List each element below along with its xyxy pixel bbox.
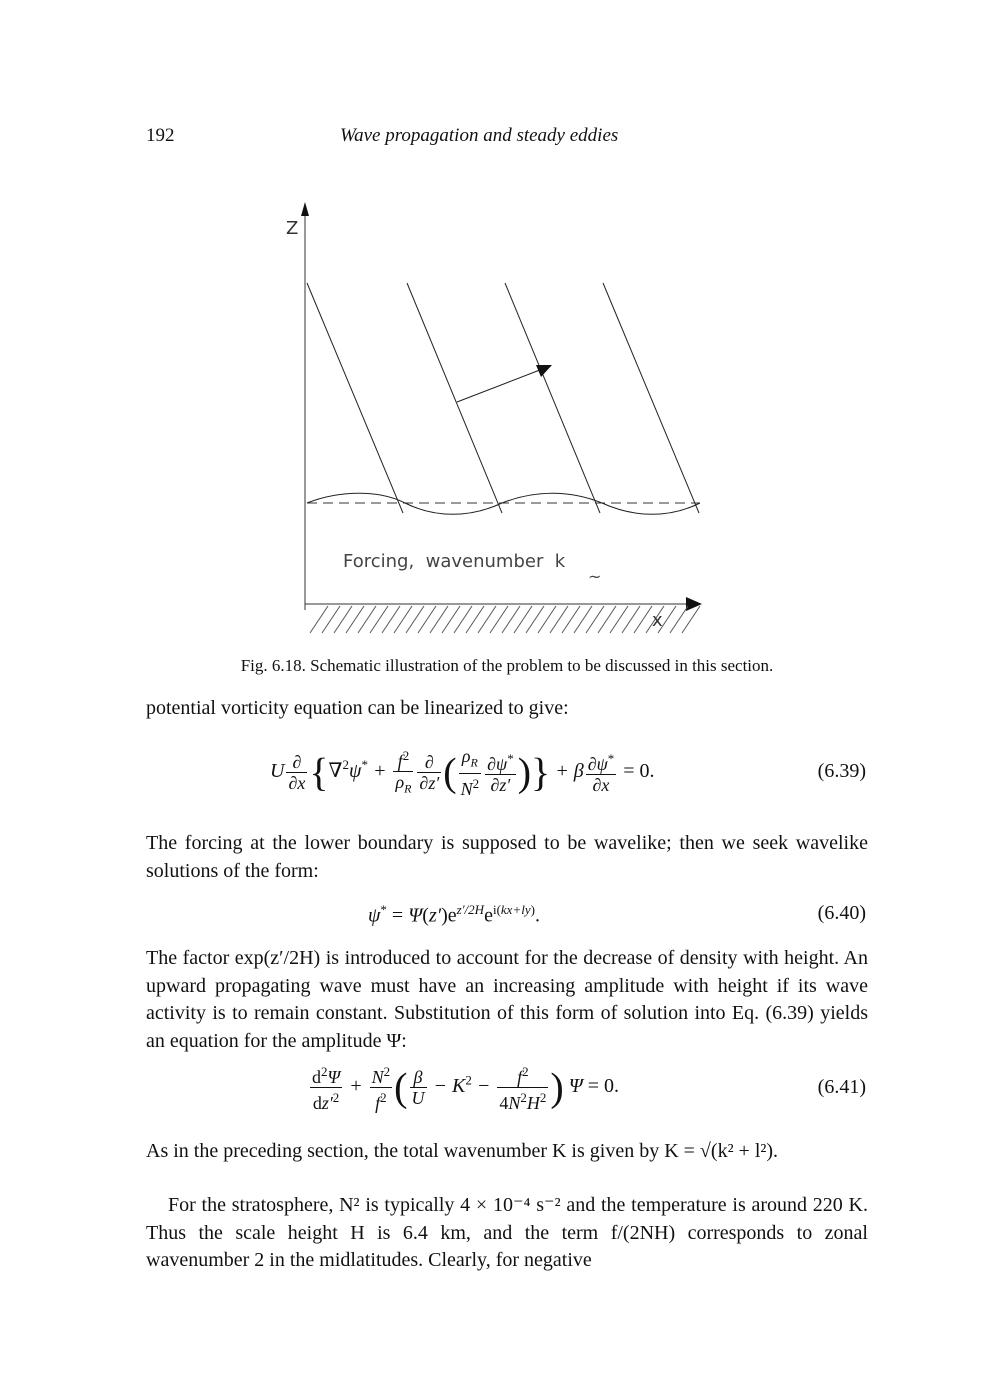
equation-number: (6.41) bbox=[817, 1076, 866, 1098]
schematic-diagram bbox=[270, 190, 730, 640]
tilde-mark: ~ bbox=[588, 567, 602, 586]
page-header bbox=[146, 125, 868, 155]
equation-6-39 bbox=[146, 746, 868, 806]
phase-line bbox=[407, 283, 502, 513]
page-number: 192 bbox=[146, 125, 175, 146]
paragraph bbox=[146, 945, 868, 1055]
phase-line bbox=[307, 283, 403, 513]
x-axis-label: x bbox=[652, 610, 663, 631]
propagation-arrow bbox=[457, 368, 545, 402]
equation-6-40 bbox=[146, 902, 868, 932]
paragraph-text: The factor exp(z′/2H) is introduced to account for the decrease of density with height. An upward propagating wave must have an increasing amplitude with height if its wave activity is to remain constant. Substitution of this form of solution into Eq. (6.39) yields an equation for the amplitude Ψ: bbox=[146, 947, 868, 1052]
forcing-label: Forcing, wavenumber k bbox=[343, 551, 566, 572]
paragraph-text: potential vorticity equation can be linearized to give: bbox=[146, 697, 569, 719]
equation-body: $\psi^* = \Psi(z')e^{z'/2H}e^{i(kx+ly)}$. bbox=[368, 902, 540, 927]
paragraph-text: For the stratosphere, N² is typically 4 × 10⁻⁴ s⁻² and the temperature is around 220 K. Thus the scale height H is 6.4 km, and the term f/(2NH) corresponds to zonal wavenumber 2 in the midlatitudes. Clearly, for negative bbox=[146, 1194, 868, 1271]
ground-hatching bbox=[310, 606, 700, 633]
paragraph bbox=[146, 695, 868, 723]
equation-number: (6.39) bbox=[817, 760, 866, 782]
phase-line bbox=[603, 283, 699, 513]
paragraph-text: The forcing at the lower boundary is supposed to be wavelike; then we seek wavelike solutions of the form: bbox=[146, 832, 868, 882]
paragraph bbox=[146, 830, 868, 885]
paragraph bbox=[146, 1192, 868, 1275]
equation-body: $\frac{d^2\Psi}{dz'^2}$ + $\frac{N^2}{f^2}$ ( $\frac{\beta}{U}$ − $K^2$ − $\frac{f^2}{4N^2H^2}$ ) Ψ = 0. bbox=[312, 1064, 620, 1113]
paragraph bbox=[146, 1138, 868, 1166]
running-title: Wave propagation and steady eddies bbox=[340, 125, 619, 146]
paragraph-text: As in the preceding section, the total wavenumber K is given by K = √(k² + l²). bbox=[146, 1140, 779, 1162]
figure-6-18 bbox=[270, 190, 730, 640]
equation-6-41 bbox=[146, 1062, 868, 1122]
z-axis-label: Z bbox=[286, 218, 299, 239]
forcing-wave bbox=[307, 493, 700, 514]
phase-line bbox=[505, 283, 600, 513]
x-axis-arrowhead bbox=[686, 597, 702, 611]
equation-number: (6.40) bbox=[817, 902, 866, 924]
equation-body: U $\frac{\partial}{\partial x}$ {∇$^2$ψ* + $\frac{f^2}{\rho_R}$ $\frac{\partial}{\partial z'}$ ( $\frac{\rho_R}{N^2}$ $\frac{\partial\psi^*}{\partial z'}$ )} + β $\frac{\partial\psi^*}{\partial x}$ = 0. bbox=[270, 746, 655, 799]
z-axis-arrowhead bbox=[301, 202, 309, 216]
figure-caption: Fig. 6.18. Schematic illustration of the problem to be discussed in this section. bbox=[240, 656, 774, 675]
